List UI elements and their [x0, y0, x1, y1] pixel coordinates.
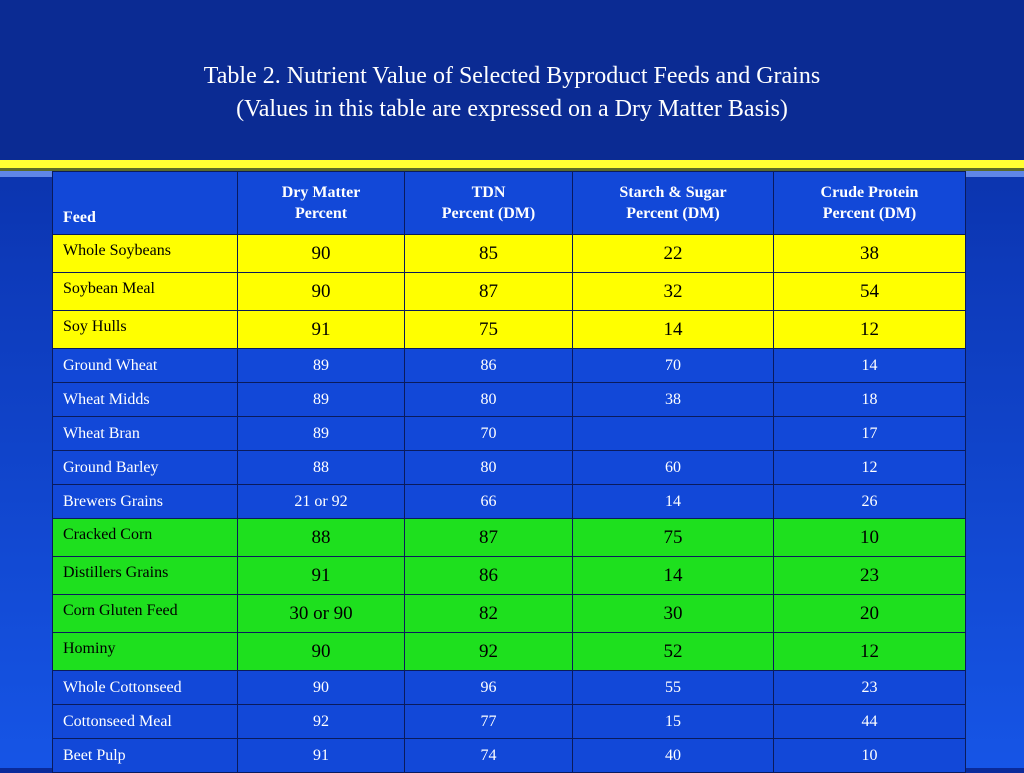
cell-dry-matter: 89: [238, 417, 405, 451]
cell-protein: 23: [774, 557, 966, 595]
cell-protein: 20: [774, 595, 966, 633]
cell-protein: 12: [774, 451, 966, 485]
cell-protein: 44: [774, 705, 966, 739]
cell-tdn: 86: [405, 349, 573, 383]
cell-feed: Brewers Grains: [53, 485, 238, 519]
cell-protein: 23: [774, 671, 966, 705]
cell-dry-matter: 91: [238, 557, 405, 595]
cell-feed: Whole Cottonseed: [53, 671, 238, 705]
cell-dry-matter: 89: [238, 349, 405, 383]
table-row: [53, 383, 966, 417]
cell-feed: Wheat Bran: [53, 417, 238, 451]
yellow-divider: [0, 160, 1024, 168]
cell-dry-matter: 91: [238, 311, 405, 349]
cell-dry-matter: 88: [238, 519, 405, 557]
table-header-row: [53, 172, 966, 235]
cell-protein: 12: [774, 633, 966, 671]
cell-tdn: 77: [405, 705, 573, 739]
cell-starch: 55: [573, 671, 774, 705]
cell-tdn: 80: [405, 451, 573, 485]
cell-dry-matter: 90: [238, 235, 405, 273]
cell-protein: 38: [774, 235, 966, 273]
title-line-2: (Values in this table are expressed on a Dry Matter Basis): [236, 96, 788, 122]
cell-starch: 22: [573, 235, 774, 273]
cell-feed: Corn Gluten Feed: [53, 595, 238, 633]
cell-dry-matter: 90: [238, 273, 405, 311]
table-row: [53, 451, 966, 485]
cell-starch: 32: [573, 273, 774, 311]
cell-tdn: 82: [405, 595, 573, 633]
cell-dry-matter: 30 or 90: [238, 595, 405, 633]
table-row: [53, 705, 966, 739]
cell-feed: Wheat Midds: [53, 383, 238, 417]
cell-feed: Distillers Grains: [53, 557, 238, 595]
cell-protein: 12: [774, 311, 966, 349]
cell-starch: 38: [573, 383, 774, 417]
cell-tdn: 96: [405, 671, 573, 705]
cell-feed: Cottonseed Meal: [53, 705, 238, 739]
cell-protein: 10: [774, 519, 966, 557]
cell-protein: 17: [774, 417, 966, 451]
table-row: [53, 349, 966, 383]
table-row: [53, 235, 966, 273]
cell-tdn: 87: [405, 519, 573, 557]
title-line-1: Table 2. Nutrient Value of Selected Byproduct Feeds and Grains: [203, 63, 821, 89]
cell-protein: 54: [774, 273, 966, 311]
cell-tdn: 87: [405, 273, 573, 311]
cell-dry-matter: 21 or 92: [238, 485, 405, 519]
cell-tdn: 80: [405, 383, 573, 417]
table-row: [53, 739, 966, 773]
table-row: [53, 519, 966, 557]
cell-feed: Whole Soybeans: [53, 235, 238, 273]
header-tdn: TDN Percent (DM): [405, 172, 573, 235]
table-row: [53, 311, 966, 349]
header-dry-matter: Dry Matter Percent: [238, 172, 405, 235]
cell-starch: 14: [573, 485, 774, 519]
cell-feed: Beet Pulp: [53, 739, 238, 773]
cell-feed: Ground Wheat: [53, 349, 238, 383]
cell-starch: 15: [573, 705, 774, 739]
cell-protein: 26: [774, 485, 966, 519]
table-row: [53, 633, 966, 671]
cell-protein: 10: [774, 739, 966, 773]
cell-tdn: 66: [405, 485, 573, 519]
table-row: [53, 595, 966, 633]
cell-tdn: 70: [405, 417, 573, 451]
cell-starch: 52: [573, 633, 774, 671]
cell-tdn: 74: [405, 739, 573, 773]
cell-starch: 40: [573, 739, 774, 773]
cell-dry-matter: 91: [238, 739, 405, 773]
cell-feed: Ground Barley: [53, 451, 238, 485]
cell-dry-matter: 90: [238, 671, 405, 705]
cell-starch: [573, 417, 774, 451]
cell-feed: Soy Hulls: [53, 311, 238, 349]
slide-title: [0, 60, 1024, 126]
table-row: [53, 485, 966, 519]
cell-starch: 30: [573, 595, 774, 633]
cell-protein: 18: [774, 383, 966, 417]
cell-feed: Cracked Corn: [53, 519, 238, 557]
cell-starch: 75: [573, 519, 774, 557]
header-crude-protein: Crude Protein Percent (DM): [774, 172, 966, 235]
cell-protein: 14: [774, 349, 966, 383]
nutrient-table: [52, 171, 966, 773]
cell-starch: 14: [573, 311, 774, 349]
table-row: [53, 557, 966, 595]
cell-starch: 60: [573, 451, 774, 485]
header-starch-sugar: Starch & Sugar Percent (DM): [573, 172, 774, 235]
cell-tdn: 92: [405, 633, 573, 671]
cell-dry-matter: 88: [238, 451, 405, 485]
table-row: [53, 417, 966, 451]
header-feed: Feed: [53, 172, 238, 235]
cell-feed: Soybean Meal: [53, 273, 238, 311]
cell-tdn: 75: [405, 311, 573, 349]
cell-dry-matter: 90: [238, 633, 405, 671]
cell-starch: 70: [573, 349, 774, 383]
cell-dry-matter: 92: [238, 705, 405, 739]
cell-feed: Hominy: [53, 633, 238, 671]
cell-tdn: 85: [405, 235, 573, 273]
cell-tdn: 86: [405, 557, 573, 595]
table-row: [53, 671, 966, 705]
cell-starch: 14: [573, 557, 774, 595]
cell-dry-matter: 89: [238, 383, 405, 417]
table-row: [53, 273, 966, 311]
